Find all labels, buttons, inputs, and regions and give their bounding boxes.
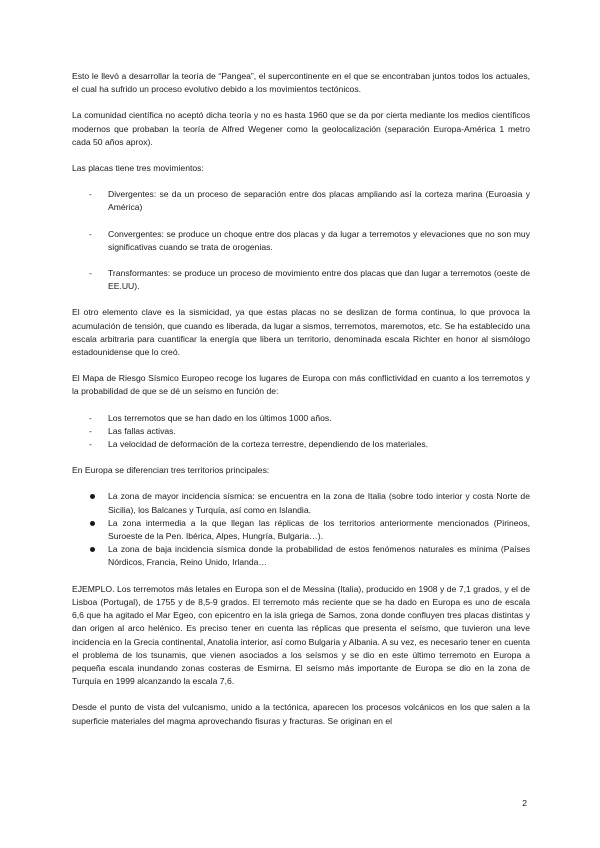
- list-item: - Transformantes: se produce un proceso de movimiento entre dos placas que dan lugar a terremotos (oeste de EE.UU).: [89, 268, 530, 292]
- paragraph-example: EJEMPLO. Los terremotos más letales en Europa son el de Messina (Italia), producido en 1908 y de 7,1 grados, y el de Lisboa (Portugal), de 1755 y de 8,5-9 grados. El terremoto más reciente que se ha dado en Europa es uno de escala 6,6 que ha agitado el Mar Egeo, con epicentro en la isla griega de Samos, zona donde confluyen tres placas distintas y dan origen al arco helénico. Es preciso tener en cuenta las réplicas que presenta el seísmo, que tuvieron una leve incidencia en la Grecia continental, Anatolia interior, así como Bulgaria y Albania. A su vez, es necesario tener en cuenta el problema de los tsunamis, que vienen asociados a los seísmos y se dio en este último terremoto en Europa a pequeña escala inundando zonas costeras de Esmirna. El seísmo más importante de Europa se dio en la zona de Turquía en 1999 alcanzando la escala 7,6.: [72, 583, 530, 687]
- risk-factors-list: [72, 412, 530, 452]
- list-item: La zona de mayor incidencia sísmica: se encuentra en la zona de Italia (sobre todo interior y costa Norte de Sicilia), los Balcanes y Turquía, así como en Islandia.: [72, 490, 530, 516]
- paragraph-pangea: Esto le llevó a desarrollar la teoría de “Pangea”, el supercontinente en el que se encontraban juntos todos los actuales, el cual ha sufrido un proceso evolutivo debido a los movimientos tectónicos.: [72, 71, 530, 95]
- dash-marker: -: [89, 268, 92, 279]
- dash-marker: -: [89, 425, 92, 436]
- list-item: La zona de baja incidencia sísmica donde la probabilidad de estos fenómenos naturales es mínima (Países Nórdicos, Francia, Reino Unido, Irlanda…: [72, 543, 530, 569]
- list-item: - Las fallas activas.: [72, 425, 530, 438]
- paragraph-plate-movements-intro: Las placas tiene tres movimientos:: [72, 163, 204, 174]
- document-page: [72, 70, 530, 728]
- dash-marker: -: [89, 439, 92, 450]
- bullet-icon: [90, 494, 95, 499]
- bullet-icon: [90, 547, 95, 552]
- plate-movements-list: [72, 188, 530, 293]
- dash-marker: -: [89, 189, 92, 200]
- dash-marker: -: [89, 412, 92, 423]
- list-item: La zona intermedia a la que llegan las réplicas de los territorios anteriormente mencionados (Pirineos, Suroeste de la Pen. Ibérica, Alpes, Hungría, Bulgaria…).: [72, 517, 530, 543]
- paragraph-seismicity: El otro elemento clave es la sismicidad, ya que estas placas no se deslizan de forma continua, lo que provoca la acumulación de tensión, que cuando es liberada, da lugar a sismos, terremotos, maremotos, etc. Se ha establecido una escala arbitraria para cuantificar la energía que libera un territorio, denominada escala Richter en honor al sismólogo estadounidense que lo creó.: [72, 307, 530, 358]
- paragraph-risk-map: El Mapa de Riesgo Sísmico Europeo recoge los lugares de Europa con más conflictividad en cuanto a los terremotos y la probabilidad de que se dé un seísmo en función de:: [72, 373, 530, 397]
- page-number: 2: [522, 798, 527, 808]
- list-item: - Convergentes: se produce un choque entre dos placas y da lugar a terremotos y elevaciones que no son muy significativas cuando se trata de orogenias.: [89, 228, 530, 252]
- paragraph-territories-intro: En Europa se diferencian tres territorios principales:: [72, 465, 270, 476]
- bullet-icon: [90, 521, 95, 526]
- paragraph-scientific-acceptance: La comunidad científica no aceptó dicha teoría y no es hasta 1960 que se da por cierta mediante los medios científicos modernos que probaban la teoría de Alfred Wegener como la geolocalización (separación Europa-América 1 metro cada 50 años aprox).: [72, 110, 530, 147]
- dash-marker: -: [89, 228, 92, 239]
- list-item: - Los terremotos que se han dado en los últimos 1000 años.: [72, 412, 530, 425]
- paragraph-volcanism: Desde el punto de vista del vulcanismo, unido a la tectónica, aparecen los procesos volcánicos en los que salen a la superficie materiales del magma aprovechando fisuras y fracturas. Se originan en el: [72, 702, 530, 726]
- list-item: - Divergentes: se da un proceso de separación entre dos placas ampliando así la corteza marina (Euroasia y América): [89, 189, 530, 213]
- list-item: - La velocidad de deformación de la corteza terrestre, dependiendo de los materiales.: [72, 438, 530, 451]
- territories-list: [72, 490, 530, 569]
